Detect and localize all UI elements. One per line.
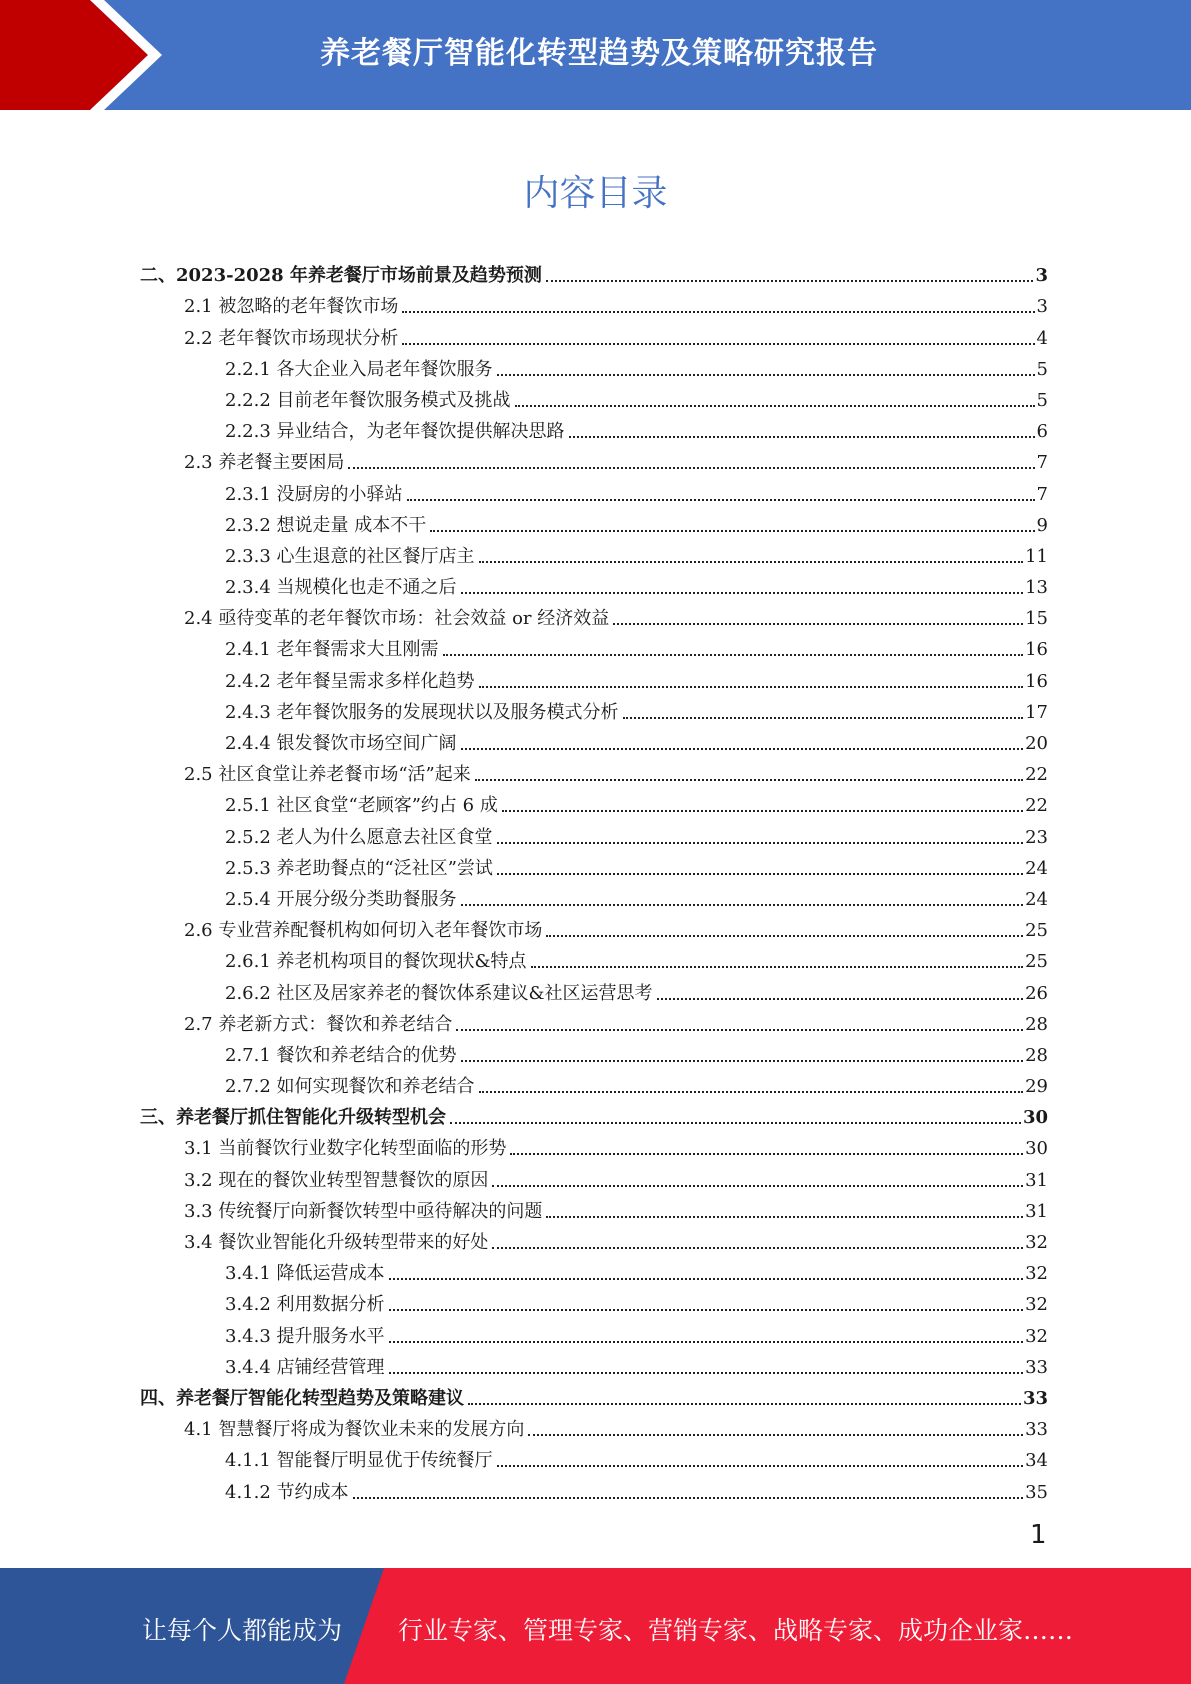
toc-leader-dots [497,842,1024,844]
toc-leader-dots [461,1060,1024,1062]
toc-entry[interactable] [140,1410,1048,1441]
toc-entry-page: 33 [1025,1419,1048,1441]
toc-entry-page: 5 [1036,358,1048,380]
toc-entry-page: 16 [1025,639,1048,661]
toc-entry[interactable] [140,1223,1048,1254]
toc-entry[interactable] [140,412,1048,443]
toc-entry-label: 2.2 老年餐饮市场现状分析 [184,327,399,349]
toc-entry-page: 33 [1022,1387,1048,1409]
toc-entry[interactable] [140,1036,1048,1067]
toc-entry-label: 2.3.4 当规模化也走不通之后 [225,577,457,599]
toc-entry-label: 3.2 现在的餐饮业转型智慧餐饮的原因 [184,1169,489,1191]
toc-entry-label: 4.1 智慧餐厅将成为餐饮业未来的发展方向 [184,1419,525,1441]
toc-entry[interactable] [140,1098,1048,1129]
toc-entry-label: 2.2.3 异业结合，为老年餐饮提供解决思路 [225,421,565,443]
toc-leader-dots [443,654,1024,656]
toc-entry-label: 二、2023-2028 年养老餐厅市场前景及趋势预测 [140,265,542,287]
toc-entry-label: 3.4.2 利用数据分析 [225,1294,385,1316]
toc-entry-page: 4 [1036,327,1048,349]
toc-entry[interactable] [140,661,1048,692]
toc-entry[interactable] [140,506,1048,537]
toc-leader-dots [515,405,1035,407]
page-footer [0,1568,1191,1684]
toc-entry-label: 2.3.2 想说走量 成本不干 [225,514,427,536]
toc-entry-page: 28 [1025,1013,1048,1035]
toc-leader-dots [569,436,1035,438]
toc-entry-label: 3.1 当前餐饮行业数字化转型面临的形势 [184,1138,507,1160]
toc-entry-page: 22 [1025,795,1048,817]
toc-entry-label: 2.6 专业营养配餐机构如何切入老年餐饮市场 [184,920,543,942]
toc-entry[interactable] [140,1348,1048,1379]
toc-entry[interactable] [140,599,1048,630]
toc-entry-label: 2.7 养老新方式：餐饮和养老结合 [184,1013,453,1035]
toc-leader-dots [461,748,1024,750]
toc-entry[interactable] [140,724,1048,755]
toc-entry-page: 22 [1025,764,1048,786]
footer-slogan-right: 行业专家、管理专家、营销专家、战略专家、成功企业家…… [398,1616,1074,1645]
toc-entry-page: 23 [1025,826,1048,848]
toc-leader-dots [497,873,1023,875]
toc-entry[interactable] [140,1472,1048,1503]
toc-leader-dots [402,343,1034,345]
toc-entry-page: 24 [1025,888,1048,910]
toc-entry-label: 2.5.2 老人为什么愿意去社区食堂 [225,826,493,848]
toc-leader-dots [531,966,1024,968]
toc-leader-dots [479,1091,1024,1093]
toc-entry[interactable] [140,1441,1048,1472]
toc-leader-dots [657,998,1024,1000]
toc-leader-dots [353,1497,1024,1499]
toc-entry-page: 20 [1025,733,1048,754]
toc-entry-label: 2.3 养老餐主要困局 [184,452,345,474]
toc-entry[interactable] [140,849,1048,880]
toc-entry-page: 35 [1025,1481,1048,1503]
toc-entry[interactable] [140,973,1048,1004]
toc-entry[interactable] [140,1160,1048,1191]
toc-entry[interactable] [140,1285,1048,1316]
toc-leader-dots [389,1309,1024,1311]
toc-leader-dots [492,1185,1023,1187]
toc-leader-dots [461,592,1024,594]
toc-entry-label: 2.3.3 心生退意的社区餐厅店主 [225,545,475,567]
toc-entry-page: 34 [1025,1450,1048,1472]
toc-entry[interactable] [140,1254,1048,1285]
toc-entry[interactable] [140,1129,1048,1160]
toc-entry-page: 29 [1025,1076,1048,1098]
toc-leader-dots [546,1216,1023,1218]
toc-entry-label: 2.4 亟待变革的老年餐饮市场：社会效益 or 经济效益 [184,608,610,630]
toc-leader-dots [497,374,1035,376]
footer-slogan-left: 让每个人都能成为 [142,1616,343,1645]
toc-entry-page: 25 [1025,951,1048,973]
page-number: 1 [1030,1520,1047,1550]
toc-entry-page: 11 [1025,545,1048,567]
toc-entry-page: 17 [1025,701,1048,723]
toc-entry-label: 2.2.2 目前老年餐饮服务模式及挑战 [225,389,511,411]
toc-entry-label: 3.4.1 降低运营成本 [225,1263,385,1285]
toc-entry-label: 2.1 被忽略的老年餐饮市场 [184,296,399,318]
toc-leader-dots [475,779,1023,781]
toc-leader-dots [402,311,1034,313]
toc-entry-label: 3.4 餐饮业智能化升级转型带来的好处 [184,1232,489,1253]
toc-leader-dots [546,935,1023,937]
toc-entry-label: 2.5.3 养老助餐点的“泛社区”尝试 [225,857,493,879]
toc-leader-dots [456,1029,1023,1031]
toc-leader-dots [389,1372,1024,1374]
toc-leader-dots [479,561,1024,563]
toc-entry[interactable] [140,1067,1048,1098]
toc-entry-page: 30 [1025,1138,1048,1160]
toc-leader-dots [389,1278,1024,1280]
toc-entry-label: 2.7.2 如何实现餐饮和养老结合 [225,1076,475,1098]
toc-entry[interactable] [140,942,1048,973]
report-title: 养老餐厅智能化转型趋势及策略研究报告 [320,36,878,71]
toc-entry[interactable] [140,256,1048,287]
toc-entry[interactable] [140,786,1048,817]
page-header [0,0,1191,110]
toc-entry-label: 三、养老餐厅抓住智能化升级转型机会 [140,1107,446,1129]
toc-entry-page: 15 [1025,608,1048,630]
toc-entry-label: 2.4.2 老年餐呈需求多样化趋势 [225,670,475,692]
toc-entry-page: 32 [1025,1325,1048,1347]
toc-entry-label: 3.3 传统餐厅向新餐饮转型中亟待解决的问题 [184,1200,543,1222]
toc-entry[interactable] [140,1005,1048,1036]
toc-leader-dots [348,467,1034,469]
toc-entry[interactable] [140,568,1048,599]
toc-entry[interactable] [140,693,1048,724]
toc-leader-dots [613,623,1023,625]
toc-entry-label: 2.4.3 老年餐饮服务的发展现状以及服务模式分析 [225,701,619,723]
toc-entry-page: 25 [1025,920,1048,942]
toc-entry[interactable] [140,287,1048,318]
toc-entry-label: 2.6.1 养老机构项目的餐饮现状&特点 [225,951,527,973]
toc-entry-label: 2.5.1 社区食堂“老顾客”约占 6 成 [225,795,498,817]
toc-leader-dots [497,1465,1024,1467]
toc-entry-page: 16 [1025,670,1048,692]
toc-entry-label: 2.5.4 开展分级分类助餐服务 [225,888,457,910]
toc-entry-label: 2.4.1 老年餐需求大且刚需 [225,639,439,661]
toc-entry[interactable] [140,318,1048,349]
toc-entry-page: 30 [1022,1107,1048,1129]
toc-entry-page: 3 [1035,265,1048,287]
toc-leader-dots [479,686,1024,688]
toc-entry[interactable] [140,1316,1048,1347]
toc-entry-page: 31 [1025,1169,1048,1191]
toc-entry-page: 31 [1025,1200,1048,1222]
toc-leader-dots [461,904,1024,906]
toc-entry[interactable] [140,1379,1048,1410]
toc-entry[interactable] [140,880,1048,911]
toc-entry-page: 32 [1025,1232,1048,1253]
toc-leader-dots [389,1341,1024,1343]
toc-entry-label: 3.4.3 提升服务水平 [225,1325,385,1347]
toc-entry[interactable] [140,1192,1048,1223]
toc-entry[interactable] [140,755,1048,786]
toc-entry[interactable] [140,817,1048,848]
toc-entry-page: 28 [1025,1044,1048,1066]
toc-entry[interactable] [140,381,1048,412]
toc-entry-page: 5 [1036,389,1048,411]
toc-leader-dots [407,499,1035,501]
toc-entry[interactable] [140,630,1048,661]
toc-entry-page: 3 [1036,296,1048,318]
toc-entry-page: 32 [1025,1263,1048,1285]
toc-leader-dots [430,530,1034,532]
toc-entry-page: 26 [1025,982,1048,1004]
toc-entry-page: 7 [1036,483,1048,505]
toc-leader-dots [450,1122,1021,1124]
toc-entry-label: 3.4.4 店铺经营管理 [225,1356,385,1378]
toc-entry-page: 6 [1036,421,1048,443]
toc-leader-dots [510,1153,1023,1155]
toc-leader-dots [492,1247,1023,1249]
toc-entry-page: 7 [1036,452,1048,474]
toc-entry-page: 32 [1025,1294,1048,1316]
toc-entry-label: 4.1.1 智能餐厅明显优于传统餐厅 [225,1450,493,1472]
toc-entry-label: 4.1.2 节约成本 [225,1481,349,1503]
toc-entry[interactable] [140,474,1048,505]
table-of-contents [140,256,1048,1504]
toc-entry[interactable] [140,443,1048,474]
toc-entry-page: 24 [1025,857,1048,879]
toc-leader-dots [546,280,1034,282]
toc-entry-label: 2.7.1 餐饮和养老结合的优势 [225,1044,457,1066]
toc-leader-dots [528,1434,1023,1436]
toc-leader-dots [623,717,1024,719]
toc-entry-page: 9 [1036,514,1048,536]
toc-leader-dots [502,810,1023,812]
toc-entry-label: 四、养老餐厅智能化转型趋势及策略建议 [140,1387,464,1409]
toc-entry[interactable] [140,911,1048,942]
toc-entry[interactable] [140,537,1048,568]
toc-heading: 内容目录 [523,173,668,214]
toc-entry-page: 33 [1025,1356,1048,1378]
toc-leader-dots [468,1403,1021,1405]
toc-entry-label: 2.5 社区食堂让养老餐市场“活”起来 [184,764,471,786]
toc-entry[interactable] [140,350,1048,381]
toc-entry-label: 2.6.2 社区及居家养老的餐饮体系建议&社区运营思考 [225,982,653,1004]
toc-entry-label: 2.4.4 银发餐饮市场空间广阔 [225,733,457,754]
toc-entry-label: 2.2.1 各大企业入局老年餐饮服务 [225,358,493,380]
toc-entry-page: 13 [1025,577,1048,599]
toc-entry-label: 2.3.1 没厨房的小驿站 [225,483,403,505]
